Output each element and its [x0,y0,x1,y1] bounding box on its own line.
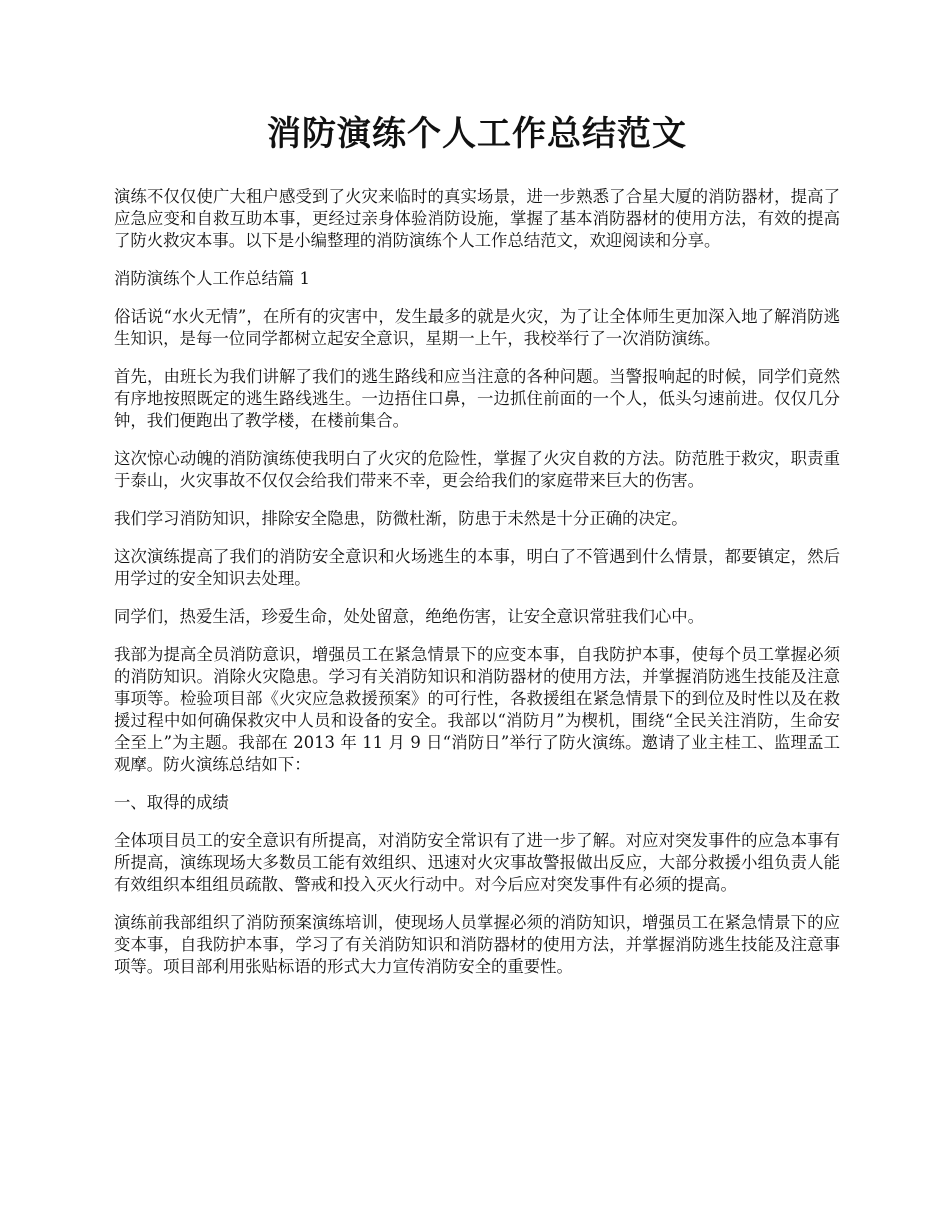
section-heading-achievements: 一、取得的成绩 [114,793,229,813]
paragraph-intro: 演练不仅仅使广大租户感受到了火灾来临时的真实场景，进一步熟悉了合星大厦的消防器材，提高了应急应变和自救互助本事，更经过亲身体验消防设施，掌握了基本消防器材的使用方法，有效的提高了防火救灾本事。以下是小编整理的消防演练个人工作总结范文，欢迎阅读和分享。 [114,187,840,251]
paragraph: 我们学习消防知识，排除安全隐患，防微杜渐，防患于未然是十分正确的决定。 [114,509,688,529]
paragraph: 俗话说“水火无情”，在所有的灾害中，发生最多的就是火灾，为了让全体师生更加深入地了解消防逃生知识，是每一位同学都树立起安全意识，星期一上午，我校举行了一次消防演练。 [114,307,840,349]
document-page [114,112,840,994]
paragraph: 同学们，热爱生活，珍爱生命，处处留意，绝绝伤害，让安全意识常驻我们心中。 [114,607,705,627]
document-title: 消防演练个人工作总结范文 [267,114,687,154]
paragraph: 全体项目员工的安全意识有所提高，对消防安全常识有了进一步了解。对应对突发事件的应急本事有所提高，演练现场大多数员工能有效组织、迅速对火灾事故警报做出反应，大部分救援小组负责人能有效组织本组组员疏散、警戒和投入灭火行动中。对今后应对突发事件有必须的提高。 [114,831,840,895]
paragraph: 这次演练提高了我们的消防安全意识和火场逃生的本事，明白了不管遇到什么情景，都要镇定，然后用学过的安全知识去处理。 [114,547,840,589]
paragraph: 这次惊心动魄的消防演练使我明白了火灾的危险性，掌握了火灾自救的方法。防范胜于救灾，职责重于泰山，火灾事故不仅仅会给我们带来不幸，更会给我们的家庭带来巨大的伤害。 [114,449,840,491]
paragraph: 首先，由班长为我们讲解了我们的逃生路线和应当注意的各种问题。当警报响起的时候，同学们竟然有序地按照既定的逃生路线逃生。一边捂住口鼻，一边抓住前面的一个人，低头匀速前进。仅仅几分钟，我们便跑出了教学楼，在楼前集合。 [114,367,840,431]
section-heading-part-1: 消防演练个人工作总结篇 1 [114,269,310,289]
paragraph: 我部为提高全员消防意识，增强员工在紧急情景下的应变本事，自我防护本事，使每个员工掌握必须的消防知识。消除火灾隐患。学习有关消防知识和消防器材的使用方法，并掌握消防逃生技能及注意事项等。检验项目部《火灾应急救援预案》的可行性，各救援组在紧急情景下的到位及时性以及在救援过程中如何确保救灾中人员和设备的安全。我部以“消防月”为楔机，围绕“全民关注消防，生命安全至上”为主题。我部在 2013 年 11 月 9 日“消防日”举行了防火演练。邀请了业主桂工、监理孟工观摩。防火演练总结如下： [114,645,840,775]
paragraph: 演练前我部组织了消防预案演练培训，使现场人员掌握必须的消防知识，增强员工在紧急情景下的应变本事，自我防护本事，学习了有关消防知识和消防器材的使用方法，并掌握消防逃生技能及注意事项等。项目部利用张贴标语的形式大力宣传消防安全的重要性。 [114,913,840,977]
